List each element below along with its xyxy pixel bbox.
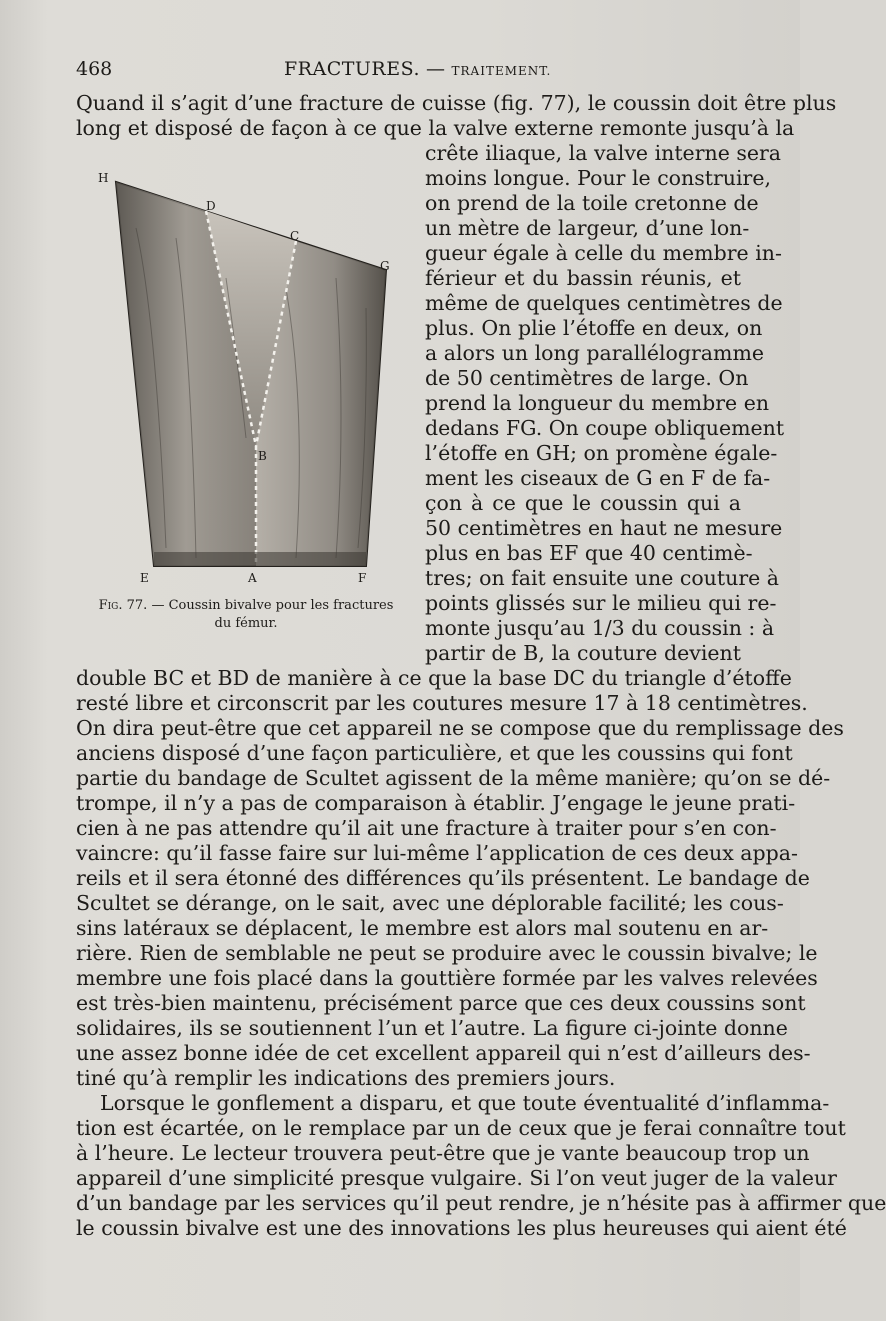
text-line: est très-bien maintenu, précisément parce que ces deux coussins sont	[76, 991, 806, 1015]
page-number: 468	[76, 58, 113, 80]
text-line: a alors un long parallélogramme	[425, 341, 765, 365]
figure-caption	[76, 597, 416, 633]
figure-77	[96, 168, 416, 588]
text-line: crête iliaque, la valve interne sera	[425, 141, 782, 165]
label-a: A	[248, 571, 257, 585]
text-line: reils et il sera étonné des différences qu’ils présentent. Le bandage de	[76, 866, 810, 890]
text-line: partie du bandage de Scultet agissent de la même manière; qu’on se dé-	[76, 766, 831, 790]
text-line: solidaires, ils se soutiennent l’un et l’autre. La figure ci-jointe donne	[76, 1016, 788, 1040]
running-title	[284, 58, 551, 80]
text-line: le coussin bivalve est une des innovations les plus heureuses qui aient été	[76, 1216, 847, 1240]
cushion-base-shadow	[154, 552, 366, 566]
label-g: G	[380, 259, 390, 273]
text-line: ment les ciseaux de G en F de fa-	[425, 466, 771, 490]
text-line: dedans FG. On coupe obliquement	[425, 416, 785, 440]
text-line: tion est écartée, on le remplace par un de ceux que je ferai connaître tout	[76, 1116, 846, 1140]
text-line: une assez bonne idée de cet excellent appareil qui n’est d’ailleurs des-	[76, 1041, 811, 1065]
label-d: D	[206, 199, 216, 213]
bivalve-cushion-illustration	[96, 168, 416, 588]
caption-line-1: — Coussin bivalve pour les fractures	[151, 598, 394, 613]
text-line: Quand il s’agit d’une fracture de cuisse (fig. 77), le coussin doit être plus	[76, 91, 837, 115]
label-f: F	[358, 571, 367, 585]
text-line: l’étoffe en GH; on promène égale-	[425, 441, 778, 465]
text-line: même de quelques centimètres de	[425, 291, 783, 315]
text-line: tres; on fait ensuite une couture à	[425, 566, 779, 590]
text-line: de 50 centimètres de large. On	[425, 366, 749, 390]
text-line: vaincre: qu’il fasse faire sur lui-même l’application de ces deux appa-	[76, 841, 798, 865]
text-line: plus. On plie l’étoffe en deux, on	[425, 316, 763, 340]
text-line: On dira peut-être que cet appareil ne se compose que du remplissage des	[76, 716, 844, 740]
text-line: 50 centimètres en haut ne mesure	[425, 516, 783, 540]
text-line: prend la longueur du membre en	[425, 391, 770, 415]
text-line: un mètre de largeur, d’une lon-	[425, 216, 750, 240]
text-line: on prend de la toile cretonne de	[425, 191, 759, 215]
text-line: sins latéraux se déplacent, le membre est alors mal soutenu en ar-	[76, 916, 769, 940]
text-line: resté libre et circonscrit par les coutures mesure 17 à 18 centimètres.	[76, 691, 808, 715]
text-line: partir de B, la couture devient	[425, 641, 741, 665]
figure-number: Fig. 77.	[98, 598, 148, 613]
running-title-section: TRAITEMENT.	[451, 64, 552, 78]
label-c: C	[290, 229, 300, 243]
running-title-main: FRACTURES.	[284, 58, 420, 80]
text-line: double BC et BD de manière à ce que la base DC du triangle d’étoffe	[76, 666, 792, 690]
running-title-separator: —	[426, 58, 446, 80]
running-header	[76, 58, 752, 84]
text-line: tiné qu’à remplir les indications des premiers jours.	[76, 1066, 616, 1090]
text-line: plus en bas EF que 40 centimè-	[425, 541, 753, 565]
text-line: points glissés sur le milieu qui re-	[425, 591, 777, 615]
text-line: Scultet se dérange, on le sait, avec une déplorable facilité; les cous-	[76, 891, 784, 915]
text-line: moins longue. Pour le construire,	[425, 166, 771, 190]
text-line: çon à ce que le coussin qui a	[425, 491, 741, 515]
text-line: rière. Rien de semblable ne peut se produire avec le coussin bivalve; le	[76, 941, 818, 965]
text-line: membre une fois placé dans la gouttière formée par les valves relevées	[76, 966, 818, 990]
text-line: long et disposé de façon à ce que la valve externe remonte jusqu’à la	[76, 116, 795, 140]
caption-line-2: du fémur.	[214, 616, 278, 631]
text-line: Lorsque le gonflement a disparu, et que toute éventualité d’inflamma-	[100, 1091, 830, 1115]
text-line: férieur et du bassin réunis, et	[425, 266, 741, 290]
text-line: monte jusqu’au 1/3 du coussin : à	[425, 616, 775, 640]
text-line: gueur égale à celle du membre in-	[425, 241, 782, 265]
text-line: d’un bandage par les services qu’il peut rendre, je n’hésite pas à affirmer que	[76, 1191, 886, 1215]
label-e: E	[140, 571, 149, 585]
label-b: B	[258, 449, 267, 463]
label-h: H	[98, 171, 109, 185]
text-line: appareil d’une simplicité presque vulgaire. Si l’on veut juger de la valeur	[76, 1166, 837, 1190]
text-line: cien à ne pas attendre qu’il ait une fracture à traiter pour s’en con-	[76, 816, 777, 840]
text-line: trompe, il n’y a pas de comparaison à établir. J’engage le jeune prati-	[76, 791, 796, 815]
text-line: à l’heure. Le lecteur trouvera peut-être que je vante beaucoup trop un	[76, 1141, 810, 1165]
text-line: anciens disposé d’une façon particulière, et que les coussins qui font	[76, 741, 793, 765]
